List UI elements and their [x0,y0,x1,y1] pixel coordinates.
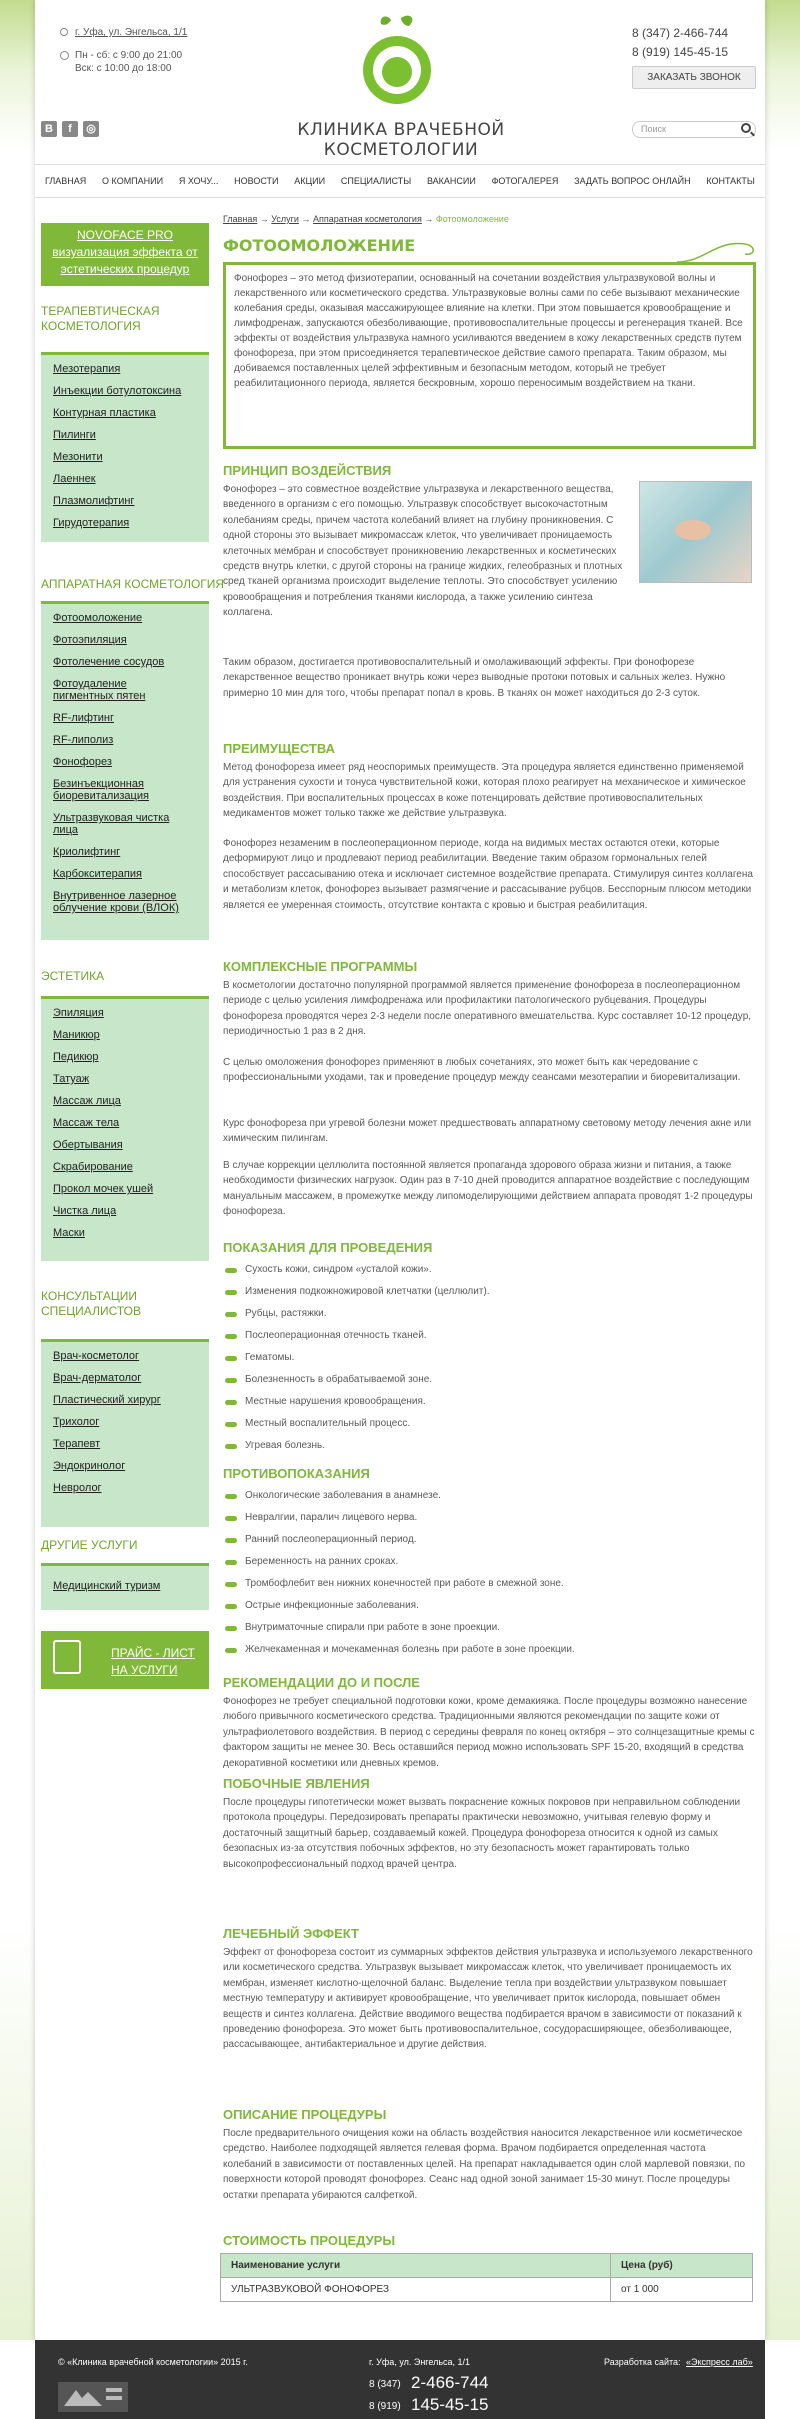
sidebar-item-pedicure[interactable]: Педикюр [53,1051,99,1063]
advantages-paragraph-2: Фонофорез незаменим в послеоперационном периоде, когда на видимых местах остаются отеки, которые деформируют лицо и продлевают период реабилитации. Введение таким образом гормональных гелей способствует рассасыванию отека и исключает системное воздействие препарата. Стимулируя синтез коллагена и метаболизм клеток, фонофорез вызывает размягчение и рассасывание рубцов. Бесспорным плюсом методики является ее умеренная стоимость, отсутствие контакта с кровью и быстрая реабилитация. [223,838,753,911]
sidebar-item-pigment-removal[interactable]: Фотоудаление пигментных пятен [53,678,146,702]
breadcrumb: Главная → Услуги → Аппаратная косметология → Фотоомоложение [223,214,509,224]
sidebar-item-endocrinologist[interactable]: Эндокринолог [53,1460,126,1472]
sidebar-item-trichologist[interactable]: Трихолог [53,1416,100,1428]
clock-icon [60,51,69,60]
programs-paragraph-4: В случае коррекции целлюлита постоянной является пропаганда здорового образа жизни и питания, а также необходимости физических нагрузок. Один раз в 7-10 дней проводится аппаратное воздействие с последующим мануальным массажем, в промежутке между липомоделирующими действием аппарата проводят 1-2 процедуры фонофореза. [223,1160,753,1218]
header-phone-2[interactable]: 8 (919) 145-45-15 [632,45,729,59]
document-icon [53,1640,81,1674]
clinic-logo[interactable] [357,14,437,114]
price-table [220,2253,753,2302]
sidebar-item-vessel-phototherapy[interactable]: Фотолечение сосудов [53,656,165,668]
order-call-button[interactable]: ЗАКАЗАТЬ ЗВОНОК [632,66,756,89]
footer-logo-icon [58,2382,128,2412]
promo-line-2: визуализация эффекта от [52,245,198,259]
indication-item: Послеоперационная отечность тканей. [223,1330,427,1341]
side-effects-paragraph: После процедуры гипотетически может вызвать покраснение кожных покровов при неправильном соблюдении протокола процедуры. Передозировать препараты практически невозможно, учитывая гелевую форму и достаточный защитный барьер, создаваемый кожей. Процедура фонофореза относится к одной из самых безопасных из-за отсутствия побочных эффектов, но эту безопасность может гарантировать только высокопрофессиональный подход врачей центра. [223,1797,741,1870]
nav-contacts[interactable]: КОНТАКТЫ [706,176,755,186]
sidebar-item-peelings[interactable]: Пилинги [53,429,96,441]
table-header-row [221,2254,753,2278]
promo-line-1: NOVOFACE PRO [76,228,174,242]
sidebar-item-plastic-surgeon[interactable]: Пластический хирург [53,1394,161,1406]
sidebar-item-photorejuvenation[interactable]: Фотоомоложение [53,612,143,624]
footer [35,2340,765,2419]
category-list-other [41,1563,209,1610]
section-title-indications: ПОКАЗАНИЯ ДЛЯ ПРОВЕДЕНИЯ [223,1240,433,1255]
section-title-principle: ПРИНЦИП ВОЗДЕЙСТВИЯ [223,463,392,478]
sidebar-item-laennec[interactable]: Лаеннек [53,473,96,485]
indication-item: Рубцы, растяжки. [223,1308,327,1319]
sidebar-item-mesothreads[interactable]: Мезонити [53,451,103,463]
indication-item: Гематомы. [223,1352,294,1363]
category-title-line: СПЕЦИАЛИСТОВ [41,1304,141,1318]
header-address[interactable]: г. Уфа, ул. Энгельса, 1/1 [75,27,188,38]
sidebar-item-dermatologist[interactable]: Врач-дерматолог [53,1372,142,1384]
category-title-other: ДРУГИЕ УСЛУГИ [41,1538,138,1552]
vk-icon[interactable]: В [41,121,57,137]
effect-paragraph: Эффект от фонофореза состоит из суммарных эффектов действия ультразвука и используемого лекарственного или косметического средства. Ультразвук вызывает микромассаж клеток, что увеличивает проницаемость их мембран, изменяет кислотно-щелочной баланс. Выделение тепла при воздействии ультразвуком повышает местную температуру и активирует кровообращение, что увеличивает приток кислорода, повышает обмен веществ и синтез коллагена. Действие вводимого вещества подбирается врачом в зависимости от показаний к проведению фонофореза. Это может быть противовоспалительное, сосудорасширяющее, обезболивающее, рассасывающее, антибактериальное и другие действия. [223,1947,753,2051]
footer-copyright: © «Клиника врачебной косметологии» 2015 г. [58,2357,248,2367]
footer-phone-2[interactable]: 145-45-15 [411,2395,489,2414]
main-nav [35,164,765,198]
nav-home[interactable]: ГЛАВНАЯ [45,176,87,186]
contraindication-item: Онкологические заболевания в анамнезе. [223,1490,441,1501]
sidebar-item-epilation[interactable]: Эпиляция [53,1007,104,1019]
sidebar-item-biorevitalization[interactable]: Безинъекционная биоревитализация [53,778,149,802]
description-paragraph: После предварительного очищения кожи на область воздействия наносится лекарственное или косметическое средство. Наиболее подходящей является гелевая форма. Врачом подбирается определенная частота колебаний в зависимости от поставленных целей. На препарат накладывается один слой марлевой повязки, по поверхности которой проводят фонофорез. Сеанс над одной зоной занимает 15-30 минут. После процедуры остатки препарата убираются салфеткой. [223,2128,746,2201]
nav-specialists[interactable]: СПЕЦИАЛИСТЫ [340,176,412,186]
sidebar-item-ultrasonic-cleaning[interactable]: Ультразвуковая чистка лица [53,812,170,836]
programs-paragraph-2: С целью омоложения фонофорез применяют в любых сочетаниях, это может быть как чередование с профессиональными уходами, так и проведение процедур между сеансами мезотерапии и биоревитализации. [223,1057,741,1084]
contraindication-item: Острые инфекционные заболевания. [223,1600,419,1611]
price-line-2: НА УСЛУГИ [111,1663,178,1677]
price-line-1: ПРАЙС - ЛИСТ [111,1646,195,1660]
programs-paragraph-3: Курс фонофореза при угревой болезни может предшествовать аппаратному световому методу лечения акне или химическим пилингам. [223,1118,752,1145]
footer-phone-2-code: 8 (919) [369,2401,401,2412]
indication-item: Местные нарушения кровообращения. [223,1396,426,1407]
contraindication-item: Желчекаменная и мочекаменная болезнь при работе в зоне проекции. [223,1644,575,1655]
sidebar-item-medical-tourism[interactable]: Медицинский туризм [53,1580,161,1592]
category-list-aesthetics [41,996,209,1261]
sidebar-item-plasmolifting[interactable]: Плазмолифтинг [53,495,135,507]
sidebar-item-hirudotherapy[interactable]: Гирудотерапия [53,517,130,529]
section-title-recommendations: РЕКОМЕНДАЦИИ ДО И ПОСЛЕ [223,1675,420,1690]
section-title-advantages: ПРЕИМУЩЕСТВА [223,741,335,756]
footer-address: г. Уфа, ул. Энгельса, 1/1 [369,2357,471,2367]
category-title-consultations [41,1289,141,1319]
sidebar-item-face-cleaning[interactable]: Чистка лица [53,1205,117,1217]
category-list-consultations [41,1339,209,1527]
contraindication-item: Тромбофлебит вен нижних конечностей при работе в смежной зоне. [223,1578,564,1589]
principle-paragraph-1-cont [223,587,756,633]
sidebar-item-phonophoresis[interactable]: Фонофорез [53,756,112,768]
nav-ask-online[interactable]: ЗАДАТЬ ВОПРОС ОНЛАЙН [574,176,691,186]
sidebar-item-therapist[interactable]: Терапевт [53,1438,101,1450]
indication-item: Сухость кожи, синдром «усталой кожи». [223,1264,432,1275]
header-hours-weekday: Пн - сб: с 9:00 до 21:00 [75,50,183,61]
sidebar-item-ear-piercing[interactable]: Прокол мочек ушей [53,1183,154,1195]
category-title-aesthetics: ЭСТЕТИКА [41,969,105,983]
nav-vacancies[interactable]: ВАКАНСИИ [426,176,476,186]
contraindication-item: Беременность на ранних сроках. [223,1556,398,1567]
table-header-service: Наименование услуги [221,2254,611,2278]
facebook-icon[interactable]: f [62,121,78,137]
header-hours-sunday: Вск: с 10:00 до 18:00 [75,63,172,74]
section-title-description: ОПИСАНИЕ ПРОЦЕДУРЫ [223,2107,387,2122]
principle-paragraph-2: Таким образом, достигается противовоспалительный и омолаживающий эффекты. При фонофорезе лекарственное вещество проникает внутрь кожи через выводные протоки потовых и сальных желез. Нужно примерно 10 мин для того, чтобы препарат попал в кровь. В тканях он может находиться до 2-3 суток. [223,657,726,699]
sidebar-item-carboxytherapy[interactable]: Карбокситерапия [53,868,142,880]
sidebar-item-body-massage[interactable]: Массаж тела [53,1117,120,1129]
sidebar-item-cosmetologist[interactable]: Врач-косметолог [53,1350,140,1362]
breadcrumb-current: Фотоомоложение [435,214,509,224]
instagram-icon[interactable]: ◎ [83,121,99,137]
footer-phone-1-code: 8 (347) [369,2379,401,2390]
nav-news[interactable]: НОВОСТИ [234,176,279,186]
brand-name: КЛИНИКА ВРАЧЕБНОЙ КОСМЕТОЛОГИИ [297,120,505,160]
sidebar-item-scrubbing[interactable]: Скрабирование [53,1161,133,1173]
sidebar-item-tattoo[interactable]: Татуаж [53,1073,90,1085]
indication-item: Угревая болезнь. [223,1440,325,1451]
category-list-therapeutic [41,352,209,542]
sidebar-item-neurologist[interactable]: Невролог [53,1482,102,1494]
breadcrumb-services[interactable]: Услуги [271,214,299,224]
indication-item: Болезненность в обрабатываемой зоне. [223,1374,432,1385]
sidebar-item-rf-lifting[interactable]: RF-лифтинг [53,712,114,724]
sidebar-item-masks[interactable]: Маски [53,1227,85,1239]
page-title: ФОТООМОЛОЖЕНИЕ [223,236,416,255]
sidebar-item-mesotherapy[interactable]: Мезотерапия [53,363,121,375]
indication-item: Местный воспалительный процесс. [223,1418,410,1429]
category-title-line: КОНСУЛЬТАЦИИ [41,1289,137,1303]
category-title-apparatus: АППАРАТНАЯ КОСМЕТОЛОГИЯ [41,577,225,591]
breadcrumb-apparatus[interactable]: Аппаратная косметология [312,214,422,224]
principle-paragraph-1: Фонофорез – это совместное воздействие ультразвука и лекарственного вещества, введенного в организм с его помощью. Ультразвук способствует высокочастотным колебаниям среды, причем частота колебаний влияет на глубину проникновения. С одной стороны это вызывает микромассаж клеток, что увеличивает проницаемость клеточных мембран и способствует проникновению лекарственных и косметических средств внутрь клетки, с другой стороны на границе жидких, гелеобразных и плотных сред тканей организма происходит выделение теплоты. Это способствует усилению кровообращения и потребления тканями кислорода, а также усилению синтеза коллагена. [223,484,623,619]
sidebar-item-face-massage[interactable]: Массаж лица [53,1095,121,1107]
sidebar-item-botulinum[interactable]: Инъекции ботулотоксина [53,385,182,397]
section-title-programs: КОМПЛЕКСНЫЕ ПРОГРАММЫ [223,959,418,974]
nav-about[interactable]: О КОМПАНИИ [102,176,164,186]
sidebar-item-vlok[interactable]: Внутривенное лазерное облучение крови (ВЛОК) [53,890,179,914]
contraindication-item: Невралгии, паралич лицевого нерва. [223,1512,417,1523]
location-icon [60,28,68,36]
category-title-line: КОСМЕТОЛОГИЯ [41,319,141,333]
sidebar-item-rf-lipolysis[interactable]: RF-липолиз [53,734,114,746]
section-title-contraindications: ПРОТИВОПОКАЗАНИЯ [223,1466,370,1481]
page-container [35,0,765,2340]
advantages-paragraph-1: Метод фонофореза имеет ряд неоспоримых преимуществ. Эта процедура является единственно применяемой для устранения сухости и тонуса чувствительной кожи, которая плохо реагирует на механическое и химическое воздействия. При воспалительных процессах в коже потенцировать действие противовоспалительных медикаментов может только также же действие ультразвука. [223,762,746,820]
section-title-side-effects: ПОБОЧНЫЕ ЯВЛЕНИЯ [223,1776,370,1791]
procedure-photo-detail [675,520,711,540]
table-cell-price: от 1 000 [611,2278,753,2302]
contraindication-item: Внутриматочные спирали при работе в зоне проекции. [223,1622,500,1633]
footer-dev-label: Разработка сайта: [604,2357,681,2367]
category-title-line: ТЕРАПЕВТИЧЕСКАЯ [41,304,160,318]
sidebar-item-cryolifting[interactable]: Криолифтинг [53,846,121,858]
programs-paragraph-1: В косметологии достаточно популярной программой является применение фонофореза в послеоперационном периоде с целью усиления лимфодренажа или профилактики патологического рубцевания. Процедуры фонофореза проводятся через 2-3 недели после оперативного вмешательства. Курс составляет 10-12 процедур, периодичностью 1 раз в 2 дня. [223,980,752,1038]
recommendations-paragraph: Фонофорез не требует специальной подготовки кожи, кроме демакияжа. После процедуры возможно нанесение любого привычного косметического средства. Традиционными являются рекомендации по защите кожи от ультрафиолетового воздействия. В период с середины февраля по конец октября – это солнцезащитные кремы с фактором защиты не менее 30. Весь оставшийся период можно использовать SPF 15-20, входящий в средства декоративной косметики или дневных кремов. [223,1696,755,1769]
search-input[interactable]: Поиск [632,121,756,138]
novoface-promo-banner[interactable] [41,223,209,286]
nav-gallery[interactable]: ФОТОГАЛЕРЕЯ [491,176,559,186]
footer-phone-1[interactable]: 2-466-744 [411,2373,489,2392]
search-icon[interactable] [741,123,751,133]
section-title-price: СТОИМОСТЬ ПРОЦЕДУРЫ [223,2233,396,2248]
sidebar-item-wraps[interactable]: Обертывания [53,1139,123,1151]
category-title-therapeutic [41,304,160,334]
table-cell-service: УЛЬТРАЗВУКОВОЙ ФОНОФОРЕЗ [221,2278,611,2302]
intro-box: Фонофорез – это метод физиотерапии, основанный на сочетании воздействия ультразвуковой волны и лекарственного или косметического средства. Ультразвуковые волны сами по себе вызывают механические колебания среды, оказывая массажирующее влияние на клетки. При этом повышается кровообращение и лимфодренаж, запускаются обезболивающие, противовоспалительные процессы и регенерация тканей. Все эффекты от воздействия ультразвука намного усиливаются введением в кожу лекарственных средств путем фонофореза, при этом присоединяется терапевтическое действие самого препарата. Таким образом, мы добиваемся поставленных целей эффективным и безопасным методом, который не требует реабилитационного периода, является бескровным, хорошо переносимым воздействием на ткани. [223,262,756,449]
nav-i-want[interactable]: Я ХОЧУ... [178,176,219,186]
contraindication-item: Ранний послеоперационный период. [223,1534,416,1545]
sidebar-item-contour-plastics[interactable]: Контурная пластика [53,407,156,419]
table-header-price: Цена (руб) [611,2254,753,2278]
nav-promotions[interactable]: АКЦИИ [294,176,326,186]
section-title-effect: ЛЕЧЕБНЫЙ ЭФФЕКТ [223,1926,359,1941]
promo-line-3: эстетических процедур [60,262,190,276]
header-phone-1[interactable]: 8 (347) 2-466-744 [632,26,729,40]
breadcrumb-home[interactable]: Главная [223,214,258,224]
sidebar-item-photoepilation[interactable]: Фотоэпиляция [53,634,127,646]
footer-dev-link[interactable]: «Экспресс лаб» [686,2357,753,2367]
indication-item: Изменения подкожножировой клетчатки (целлюлит). [223,1286,490,1297]
sidebar-item-manicure[interactable]: Маникюр [53,1029,100,1041]
category-list-apparatus [41,601,209,940]
table-row [221,2278,753,2302]
